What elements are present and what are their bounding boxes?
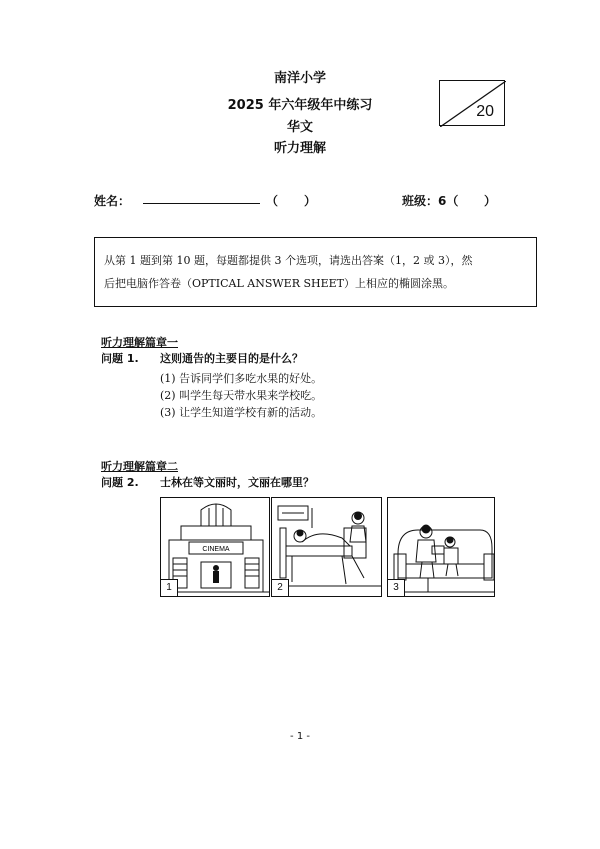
instructions-box [94,237,537,307]
class-label: 班级：6（ [402,194,459,208]
instructions-line-2: 后把电脑作答卷（OPTICAL ANSWER SHEET）上相应的椭圆涂黑。 [104,277,455,290]
index-bracket-close: ） [304,194,317,208]
question1-number: 问题 1. [101,352,139,365]
paper-title: 听力理解 [273,141,326,156]
question2-number: 问题 2. [101,476,139,489]
question2-text: 士林在等文丽时，文丽在哪里？ [160,476,314,489]
picture-option-1 [160,497,270,597]
total-score: 20 [476,103,494,120]
index-bracket-open: （ [266,194,279,208]
section2-heading: 听力理解篇章二 [101,460,178,473]
question1-option-2: (2) 叫学生每天带水果来学校吃。 [160,389,323,402]
question1-option-1: (1) 告诉同学们多吃水果的好处。 [160,372,323,385]
section1-heading: 听力理解篇章一 [101,336,178,349]
exam-title: 2025 年六年级年中练习 [227,98,373,113]
subject-title: 华文 [286,120,313,135]
question1-option-3: (3) 让学生知道学校有新的活动。 [160,406,323,419]
school-name: 南洋小学 [273,71,326,86]
name-label: 姓名： [94,194,131,208]
picture-option-3 [387,497,495,597]
picture-number-1: 1 [161,579,178,596]
cinema-sign: CINEMA [202,546,230,553]
name-field-line [143,203,260,204]
picture-number-3: 3 [388,579,405,596]
class-bracket-close: ） [484,194,497,208]
picture-number-2: 2 [272,579,289,596]
score-diagonal [440,81,506,127]
page-number: - 1 - [290,731,310,742]
question1-text: 这则通告的主要目的是什么？ [160,352,303,365]
picture-option-2 [271,497,382,597]
instructions-line-1: 从第 1 题到第 10 题，每题都提供 3 个选项，请选出答案（1，2 或 3），然 [104,254,473,267]
score-box [439,80,505,126]
